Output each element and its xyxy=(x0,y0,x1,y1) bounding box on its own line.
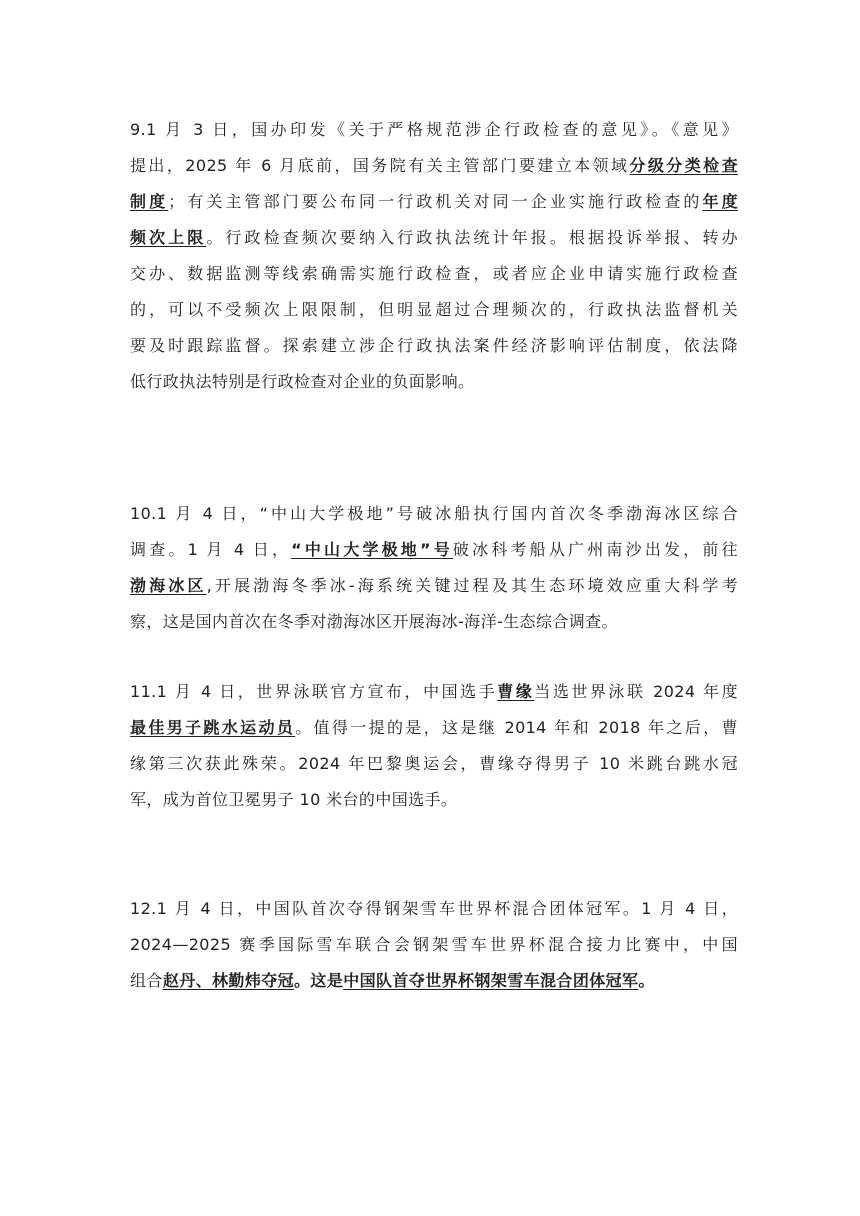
text-run: 调查。1 月 4 日， xyxy=(130,540,292,559)
text-run: 提出，2025 年 6 月底前，国务院有关主管部门要建立本领域 xyxy=(130,156,630,175)
text-run: 12.1 月 4 日，中国队首次夺得钢架雪车世界杯混合团体冠军。1 月 4 日， xyxy=(130,899,738,918)
text-run: 10.1 月 4 日，“中山大学极地”号破冰船执行国内首次冬季渤海冰区综合 xyxy=(130,504,738,523)
text-run: 交办、数据监测等线索确需实施行政检查，或者应企业申请实施行政检查 xyxy=(130,264,738,283)
emphasis-text: 曹缘 xyxy=(497,682,535,701)
paragraph-line xyxy=(130,496,738,532)
paragraph-line xyxy=(130,674,738,710)
text-run: 11.1 月 4 日，世界泳联官方宣布，中国选手 xyxy=(130,682,498,701)
news-item-12 xyxy=(130,891,738,999)
paragraph-line xyxy=(130,782,738,818)
text-run: 。值得一提的是，这是继 2014 年和 2018 年之后，曹 xyxy=(295,718,738,737)
paragraph-line xyxy=(130,184,738,220)
paragraph-line xyxy=(130,891,738,927)
paragraph-line xyxy=(130,746,738,782)
emphasis-text: 最佳男子跳水运动员 xyxy=(130,718,296,737)
text-run: 要及时跟踪监督。探索建立涉企行政执法案件经济影响评估制度，依法降 xyxy=(130,336,738,355)
text-run: 2024—2025 赛季国际雪车联合会钢架雪车世界杯混合接力比赛中，中国 xyxy=(130,935,738,954)
paragraph-line xyxy=(130,112,738,148)
news-item-11 xyxy=(130,674,738,818)
text-run: 察，这是国内首次在冬季对渤海冰区开展海冰-海洋-生态综合调查。 xyxy=(130,612,618,631)
emphasis-text: “中山大学极地”号 xyxy=(291,540,453,559)
emphasis-text: 频次上限 xyxy=(130,228,207,247)
paragraph-line xyxy=(130,532,738,568)
paragraph-line xyxy=(130,963,738,999)
news-item-10 xyxy=(130,496,738,640)
bold-text: 。这是 xyxy=(294,971,344,990)
paragraph-line xyxy=(130,568,738,604)
text-run: 破冰科考船从广州南沙出发，前往 xyxy=(452,540,738,559)
paragraph-line xyxy=(130,256,738,292)
paragraph-line xyxy=(130,220,738,256)
emphasis-text: 中国队首夺世界杯钢架雪车混合团体冠军 xyxy=(343,971,639,990)
text-run: 低行政执法特别是行政检查对企业的负面影响。 xyxy=(130,372,475,391)
emphasis-text: 分级分类检查 xyxy=(629,156,738,175)
paragraph-line xyxy=(130,604,738,640)
emphasis-text: 年度 xyxy=(702,192,738,211)
emphasis-text: 制度 xyxy=(130,192,169,211)
text-run: 组合 xyxy=(130,971,163,990)
text-run: 的，可以不受频次上限限制，但明显超过合理频次的，行政执法监督机关 xyxy=(130,300,738,319)
text-run: 军，成为首位卫冕男子 10 米台的中国选手。 xyxy=(130,790,458,809)
paragraph-line xyxy=(130,328,738,364)
text-run: 当选世界泳联 2024 年度 xyxy=(534,682,738,701)
text-run: ,开展渤海冬季冰-海系统关键过程及其生态环境效应重大科学考 xyxy=(206,576,738,595)
news-item-9 xyxy=(130,112,738,400)
emphasis-text: 赵丹、林勤炜夺冠 xyxy=(162,971,295,990)
text-run: 9.1 月 3 日，国办印发《关于严格规范涉企行政检查的意见》。《意见》 xyxy=(130,120,738,139)
paragraph-line xyxy=(130,292,738,328)
paragraph-line xyxy=(130,364,738,400)
paragraph-line xyxy=(130,927,738,963)
emphasis-text: 渤海冰区 xyxy=(130,576,207,595)
text-run: ；有关主管部门要公布同一行政机关对同一企业实施行政检查的 xyxy=(168,192,703,211)
text-run: 缘第三次获此殊荣。2024 年巴黎奥运会，曹缘夺得男子 10 米跳台跳水冠 xyxy=(130,754,738,773)
paragraph-line xyxy=(130,148,738,184)
text-run: 。行政检查频次要纳入行政执法统计年报。根据投诉举报、转办 xyxy=(206,228,738,247)
bold-text: 。 xyxy=(638,971,655,990)
paragraph-line xyxy=(130,710,738,746)
